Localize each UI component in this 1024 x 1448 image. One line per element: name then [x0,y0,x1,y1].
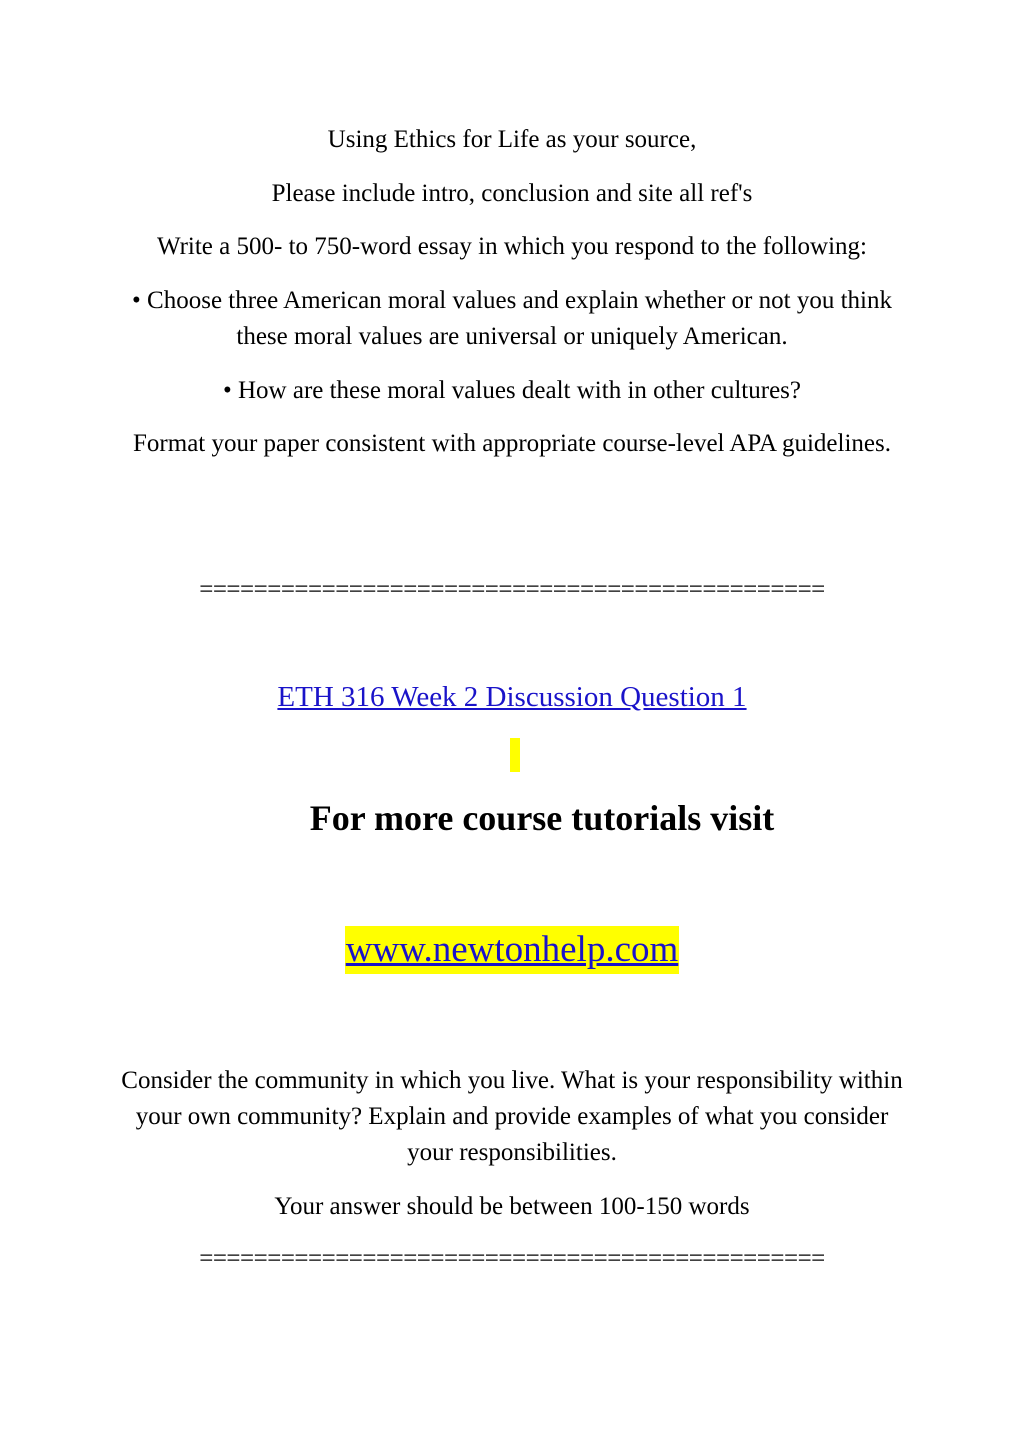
assignment-bullet-cultures: • How are these moral values dealt with in other cultures? [222,377,801,404]
assignment-include-line: Please include intro, conclusion and site all ref's [271,180,753,207]
separator-bottom: ============================================== [199,1245,825,1272]
discussion-question-heading [110,679,914,715]
assignment-format-line: Format your paper consistent with appropriate course-level APA guidelines. [133,430,891,457]
promo-site-link[interactable]: www.newtonhelp.com [345,926,680,974]
question-word-limit: Your answer should be between 100-150 words [274,1193,750,1220]
question-prompt: Consider the community in which you live. What is your responsibility within your own community? Explain and provide examples of what you consider your responsibilities. [121,1067,903,1166]
assignment-bullet-values: • Choose three American moral values and explain whether or not you think these moral values are universal or uniquely American. [132,287,892,350]
promo-heading: For more course tutorials visit [309,798,775,838]
highlight-marker [510,738,520,772]
discussion-question-link[interactable]: ETH 316 Week 2 Discussion Question 1 [277,681,747,713]
separator-top: ============================================== [199,576,825,603]
promo-site-wrapper [0,926,1024,974]
assignment-source-line: Using Ethics for Life as your source, [327,126,697,153]
assignment-essay-line: Write a 500- to 750-word essay in which you respond to the following: [157,233,867,260]
